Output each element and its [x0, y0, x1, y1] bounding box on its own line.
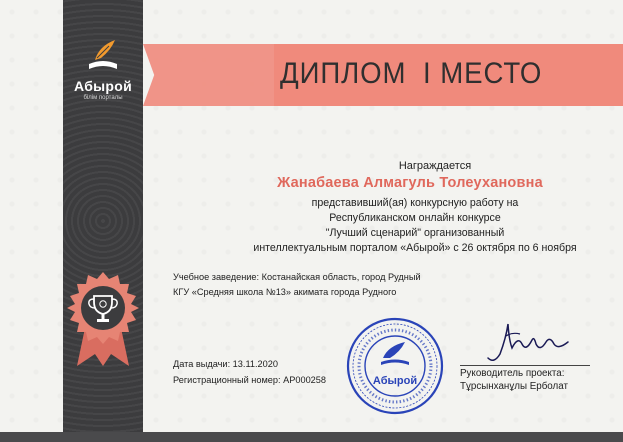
signatory-role: Руководитель проекта:	[460, 368, 565, 379]
description-line: интеллектуальным порталом «Абырой» с 26 октября по 6 ноября	[253, 242, 577, 254]
official-stamp	[345, 316, 445, 416]
quill-icon	[381, 342, 409, 365]
institution-line: КГУ «Средняя школа №13» акимата города Рудного	[173, 287, 397, 297]
issue-date: Дата выдачи: 13.11.2020	[173, 359, 278, 369]
description-line: "Лучший сценарий" организованный	[325, 227, 505, 239]
signatory-block	[460, 367, 600, 393]
description-line: Республиканском онлайн конкурсе	[329, 212, 501, 224]
title-diploma: ДИПЛОМ	[280, 57, 407, 90]
recipient-name: Жанабаева Алмагуль Толеухановна	[277, 175, 543, 191]
signatory-name: Тұрсынханұлы Ерболат	[460, 381, 568, 392]
title-band-arrow	[143, 44, 283, 106]
stamp-name: Абырой	[372, 375, 418, 387]
title-place: I МЕСТО	[423, 57, 543, 90]
institution-info	[173, 270, 603, 300]
institution-line: Учебное заведение: Костанайская область, город Рудный	[173, 272, 421, 282]
logo-name: Абырой	[73, 78, 133, 94]
signature-line	[460, 365, 590, 366]
description-line: представивший(ая) конкурсную работу на	[311, 197, 519, 209]
bottom-bar	[0, 432, 623, 442]
awarded-label: Награждается	[398, 160, 472, 172]
portal-logo	[63, 36, 143, 116]
diploma-title	[280, 52, 542, 96]
signature	[478, 318, 578, 366]
registration-number: Регистрационный номер: АР000258	[173, 375, 327, 385]
award-description	[215, 196, 615, 256]
quill-book-icon	[83, 36, 123, 76]
logo-subtitle: білім порталы	[83, 95, 123, 101]
award-badge	[63, 268, 143, 368]
